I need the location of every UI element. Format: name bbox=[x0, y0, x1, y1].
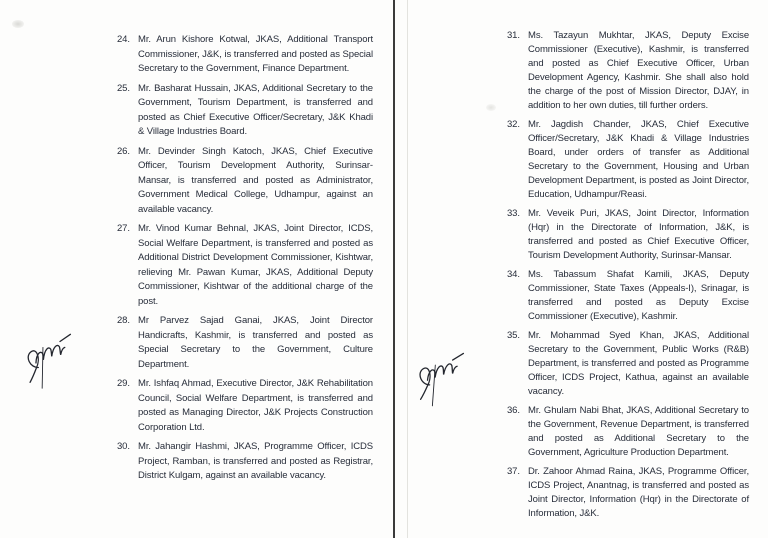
transfer-item-number: 36. bbox=[507, 405, 520, 416]
transfer-item bbox=[117, 33, 373, 77]
page-divider bbox=[393, 0, 395, 538]
transfer-item-text: Mr. Basharat Hussain, JKAS, Additional Secretary to the Government, Tourism Department, is transferred and posted as Chief Executive Officer/Secretary, J&K Khadi & Village Industries Board. bbox=[138, 82, 373, 137]
transfer-item-text: Dr. Zahoor Ahmad Raina, JKAS, Programme Officer, ICDS Project, Anantnag, is transferred and posted as Joint Director, Information (Hqr) in the Directorate of Information, J&K. bbox=[528, 466, 749, 519]
transfer-item-number: 26. bbox=[117, 145, 130, 157]
transfer-item-text: Mr. Mohammad Syed Khan, JKAS, Additional Secretary to the Government, Public Works (R&B) Department, is transferred and posted as Programme Officer, ICDS Project, Kathua, against an available vacancy. bbox=[528, 330, 749, 397]
transfer-item bbox=[507, 268, 749, 324]
transfer-item-text: Mr. Arun Kishore Kotwal, JKAS, Additional Transport Commissioner, J&K, is transferred and posted as Special Secretary to the Government, Finance Department. bbox=[138, 34, 373, 74]
transfer-item bbox=[117, 82, 373, 140]
scan-smudge bbox=[12, 20, 24, 28]
transfer-item-text: Mr. Jahangir Hashmi, JKAS, Programme Officer, ICDS Project, Ramban, is transferred and posted as Registrar, District Kulgam, against an available vacancy. bbox=[138, 441, 373, 481]
transfer-item-number: 31. bbox=[507, 30, 520, 41]
transfer-item bbox=[507, 118, 749, 202]
transfer-item-number: 28. bbox=[117, 315, 130, 326]
transfer-item bbox=[117, 145, 373, 218]
transfer-item bbox=[507, 465, 749, 521]
transfer-item-number: 37. bbox=[507, 466, 520, 477]
transfer-item-number: 32. bbox=[507, 119, 520, 130]
transfer-item-text: Mr Parvez Sajad Ganai, JKAS, Joint Director Handicrafts, Kashmir, is transferred and posted as Special Secretary to the Government, Culture Department. bbox=[138, 315, 373, 370]
transfer-item bbox=[507, 329, 749, 399]
transfer-item bbox=[507, 207, 749, 263]
transfer-item-number: 30. bbox=[117, 441, 130, 452]
transfer-item-number: 29. bbox=[117, 378, 130, 389]
left-page-item-list bbox=[117, 33, 373, 489]
transfer-item-number: 25. bbox=[117, 82, 130, 94]
transfer-item-text: Mr. Vinod Kumar Behnal, JKAS, Joint Director, ICDS, Social Welfare Department, is transferred and posted as Additional District Development Commissioner, Kishtwar, relieving Mr. Pawan Kumar, JKAS, Additional Deputy Commissioner, Kishtwar of the additional charge of the post. bbox=[138, 223, 373, 307]
transfer-item-text: Mr. Veveik Puri, JKAS, Joint Director, Information (Hqr) in the Directorate of Information, J&K, is transferred and posted as Chief Executive Officer, Tourism Development Authority, Surinsar-Mansar. bbox=[528, 208, 749, 261]
transfer-item bbox=[507, 29, 749, 113]
transfer-item-number: 33. bbox=[507, 208, 520, 219]
transfer-item-number: 35. bbox=[507, 330, 520, 341]
transfer-item-text: Mr. Devinder Singh Katoch, JKAS, Chief Executive Officer, Tourism Development Authority, Surinsar-Mansar, is transferred and posted as Administrator, Government Medical College, Udhampur, against an available vacancy. bbox=[138, 145, 373, 215]
transfer-item-text: Mr. Ishfaq Ahmad, Executive Director, J&K Rehabilitation Council, Social Welfare Department, is transferred and posted as Managing Director, J&K Projects Construction Corporation Ltd. bbox=[138, 378, 373, 433]
transfer-item-text: Ms. Tazayun Mukhtar, JKAS, Deputy Excise Commissioner (Executive), Kashmir, is transferred and posted as Chief Executive Officer, Urban Development Agency, Kashmir. She shall also hold the charge of the post of Mission Director, DJAY, in addition to her own duties, till further orders. bbox=[528, 30, 749, 111]
right-page-item-list bbox=[507, 29, 749, 526]
transfer-item bbox=[117, 222, 373, 309]
transfer-item bbox=[117, 377, 373, 435]
transfer-item bbox=[507, 404, 749, 460]
transfer-item-text: Ms. Tabassum Shafat Kamili, JKAS, Deputy Commissioner, State Taxes (Appeals-I), Srinagar, is transferred and posted as Deputy Excise Commissioner (Executive), Kashmir. bbox=[528, 269, 749, 322]
transfer-item bbox=[117, 440, 373, 484]
transfer-item bbox=[117, 314, 373, 372]
transfer-item-text: Mr. Ghulam Nabi Bhat, JKAS, Additional Secretary to the Government, Revenue Department, is transferred and posted as Additional Secretary to the Government, Agriculture Production Department. bbox=[528, 405, 749, 458]
transfer-item-text: Mr. Jagdish Chander, JKAS, Chief Executive Officer/Secretary, J&K Khadi & Village Industries Board, under orders of transfer as Additional Secretary to the Government, Housing and Urban Development Department, is posted as Joint Director, Education, Udhampur/Reasi. bbox=[528, 119, 749, 200]
scan-smudge bbox=[486, 104, 496, 111]
signature-initials-icon bbox=[18, 312, 80, 396]
transfer-item-number: 24. bbox=[117, 34, 130, 45]
page-edge-shadow bbox=[407, 0, 408, 538]
transfer-item-number: 34. bbox=[507, 269, 520, 280]
transfer-item-number: 27. bbox=[117, 223, 130, 234]
signature-initials-icon bbox=[410, 330, 472, 414]
